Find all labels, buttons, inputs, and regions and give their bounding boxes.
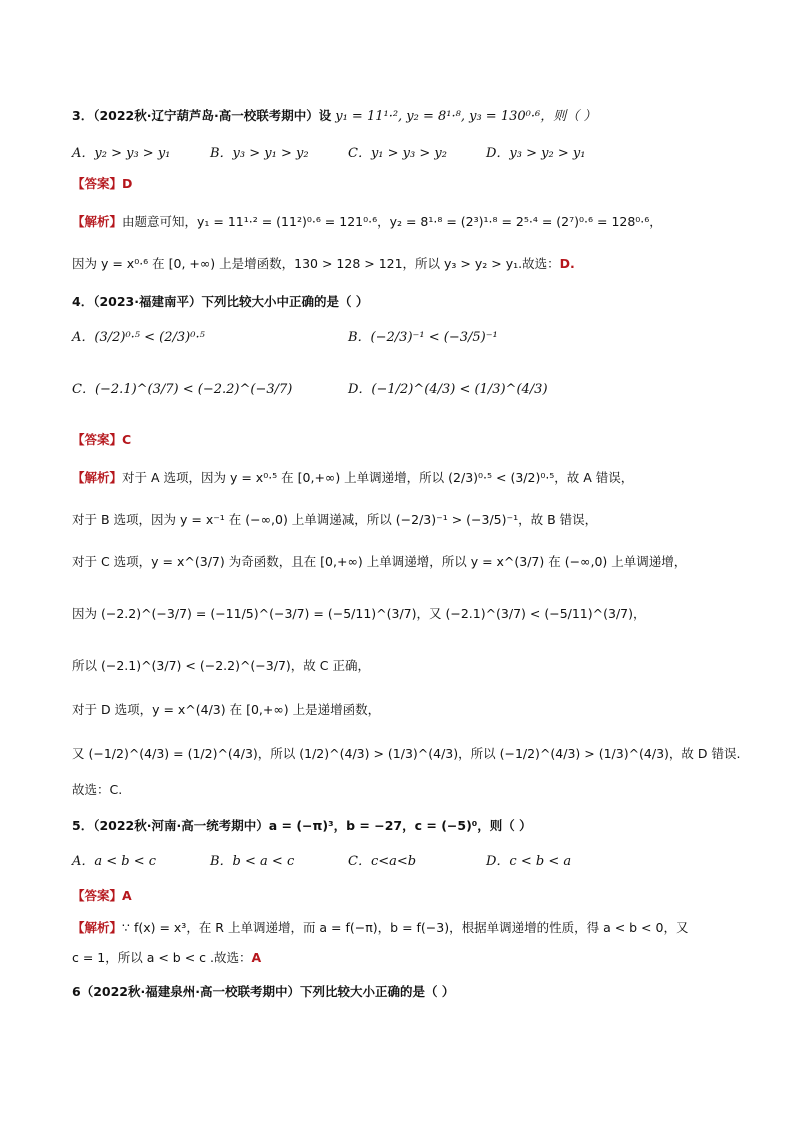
question-4-answer: 【答案】C (72, 432, 132, 447)
option-c: C．y₁ > y₃ > y₂ (348, 146, 447, 161)
option-a: A．(3/2)⁰·⁵ < (2/3)⁰·⁵ (72, 330, 205, 345)
option-a: A．a < b < c (72, 854, 157, 869)
question-4-analysis-2: 对于 B 选项，因为 y = x⁻¹ 在 (−∞,0) 上单调递减，所以 (−2/3)⁻¹ > (−3/5)⁻¹，故 B 错误， (72, 512, 598, 527)
question-3-analysis-2: 因为 y = x⁰·⁶ 在 [0, +∞) 上是增函数，130 > 128 > 121，所以 y₃ > y₂ > y₁.故选：D. (72, 256, 575, 271)
question-5-stem: 5．（2022秋·河南·高一统考期中）a = (−π)³，b = −27，c = (−5)⁰，则（ ） (72, 818, 532, 833)
option-d: D．(−1/2)^(4/3) < (1/3)^(4/3) (348, 382, 548, 397)
option-c: C．c<a<b (348, 854, 417, 869)
question-3-analysis-1: 【解析】由题意可知，y₁ = 11¹·² = (11²)⁰·⁶ = 121⁰·⁶，y₂ = 8¹·⁸ = (2³)¹·⁸ = 2⁵·⁴ = (2⁷)⁰·⁶ = 128⁰·⁶， (72, 214, 662, 229)
question-4-analysis-5: 所以 (−2.1)^(3/7) < (−2.2)^(−3/7)，故 C 正确， (72, 658, 370, 673)
question-5-analysis-2: c = 1，所以 a < b < c .故选：A (72, 950, 262, 965)
option-b: B．(−2/3)⁻¹ < (−3/5)⁻¹ (348, 330, 498, 345)
question-4-analysis-4: 因为 (−2.2)^(−3/7) = (−11/5)^(−3/7) = (−5/11)^(3/7)，又 (−2.1)^(3/7) < (−5/11)^(3/7)， (72, 606, 646, 621)
question-5-analysis-1: 【解析】∵ f(x) = x³，在 R 上单调递增，而 a = f(−π)，b = f(−3)，根据单调递增的性质，得 a < b < 0，又 (72, 920, 689, 935)
option-a: A．y₂ > y₃ > y₁ (72, 146, 171, 161)
question-4-analysis-6: 对于 D 选项，y = x^(4/3) 在 [0,+∞) 上是递增函数， (72, 702, 381, 717)
option-b: B．b < a < c (210, 854, 295, 869)
option-b: B．y₃ > y₁ > y₂ (210, 146, 309, 161)
question-4-analysis-1: 【解析】对于 A 选项，因为 y = x⁰·⁵ 在 [0,+∞) 上单调递增，所以 (2/3)⁰·⁵ < (3/2)⁰·⁵，故 A 错误， (72, 470, 634, 485)
question-4-stem: 4．（2023·福建南平）下列比较大小中正确的是（ ） (72, 294, 369, 309)
question-6-stem: 6（2022秋·福建泉州·高一校联考期中）下列比较大小正确的是（ ） (72, 984, 455, 999)
question-4-analysis-7: 又 (−1/2)^(4/3) = (1/2)^(4/3)，所以 (1/2)^(4/3) > (1/3)^(4/3)，所以 (−1/2)^(4/3) > (1/3)^(4/3)，故 D 错误. (72, 746, 741, 761)
option-c: C．(−2.1)^(3/7) < (−2.2)^(−3/7) (72, 382, 293, 397)
question-4-analysis-3: 对于 C 选项，y = x^(3/7) 为奇函数，且在 [0,+∞) 上单调递增，所以 y = x^(3/7) 在 (−∞,0) 上单调递增， (72, 554, 687, 569)
question-4-analysis-8: 故选：C. (72, 782, 123, 797)
option-d: D．c < b < a (486, 854, 572, 869)
question-3-answer: 【答案】D (72, 176, 133, 191)
question-5-answer: 【答案】A (72, 888, 132, 903)
question-3-stem: 3．（2022秋·辽宁葫芦岛·高一校联考期中）设 y₁ = 11¹·², y₂ = 8¹·⁸, y₃ = 130⁰·⁶，则（ ） (72, 108, 597, 124)
option-d: D．y₃ > y₂ > y₁ (486, 146, 586, 161)
